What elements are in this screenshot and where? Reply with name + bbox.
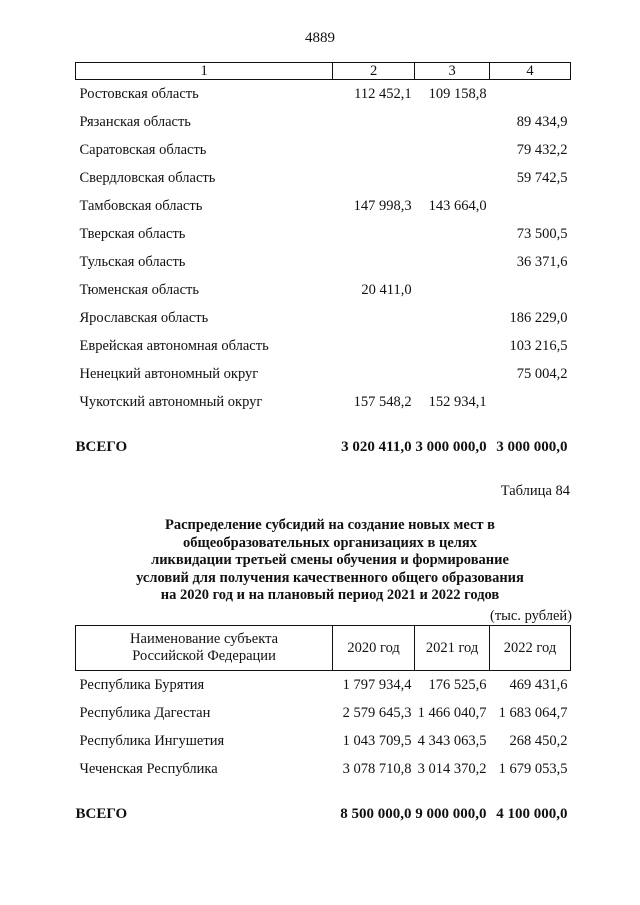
value-cell: 176 525,6 — [428, 676, 487, 693]
table-row — [76, 304, 571, 332]
header-line: Российской Федерации — [132, 648, 276, 664]
value-cell — [490, 80, 571, 109]
value-cell: 89 434,9 — [516, 113, 568, 130]
value-cell: 1 679 053,5 — [498, 760, 568, 777]
value-cell: 103 216,5 — [509, 337, 568, 354]
column-header: 4 — [490, 63, 571, 80]
value-cell — [415, 220, 490, 248]
region-name: Свердловская область — [79, 169, 216, 186]
title-line: общеобразовательных организациях в целях — [182, 534, 478, 551]
region-name: Чеченская Республика — [79, 760, 218, 777]
title-line: Распределение субсидий на создание новых мест в — [165, 517, 495, 533]
value-cell — [415, 136, 490, 164]
value-cell: 3 014 370,2 — [417, 760, 487, 777]
value-cell: 1 683 064,7 — [498, 704, 568, 721]
table-row — [76, 360, 571, 388]
region-name: Республика Бурятия — [79, 676, 205, 693]
table-row — [76, 332, 571, 360]
value-cell: 112 452,1 — [354, 85, 412, 102]
table-row — [76, 220, 571, 248]
region-name: Чукотский автономный округ — [79, 393, 263, 410]
column-header: 1 — [76, 63, 333, 80]
table-header-row — [76, 626, 571, 671]
value-cell — [490, 192, 571, 220]
value-cell: 268 450,2 — [509, 732, 568, 749]
value-cell: 143 664,0 — [428, 197, 487, 214]
table-row — [76, 164, 571, 192]
value-cell — [415, 164, 490, 192]
value-cell — [490, 276, 571, 304]
region-name: Ростовская область — [79, 85, 199, 102]
header-line: Наименование субъекта — [130, 631, 279, 647]
region-name: Республика Дагестан — [79, 704, 211, 721]
region-name: Тверская область — [79, 225, 186, 242]
value-cell: 20 411,0 — [361, 281, 412, 298]
table-title — [100, 517, 560, 605]
total-value-2020: 8 500 000,0 — [340, 806, 412, 822]
column-header: 2 — [333, 63, 415, 80]
value-cell: 186 229,0 — [509, 309, 568, 326]
column-header-subject — [76, 626, 333, 671]
page-number: 4889 — [305, 30, 335, 46]
subsidy-table-continued — [75, 62, 571, 456]
value-cell — [333, 220, 415, 248]
table-row — [76, 248, 571, 276]
total-label: ВСЕГО — [75, 806, 128, 822]
table-row — [76, 136, 571, 164]
value-cell — [333, 304, 415, 332]
column-header-2022: 2022 год — [490, 626, 571, 671]
value-cell — [415, 304, 490, 332]
value-cell: 1 043 709,5 — [342, 732, 412, 749]
value-cell: 4 343 063,5 — [417, 732, 487, 749]
total-row — [76, 416, 571, 456]
region-name: Саратовская область — [79, 141, 207, 158]
total-value-col2: 3 020 411,0 — [341, 439, 412, 455]
title-line: на 2020 год и на плановый период 2021 и 2022 годов — [160, 587, 500, 603]
value-cell: 109 158,8 — [428, 85, 487, 102]
total-value-2021: 9 000 000,0 — [415, 806, 487, 822]
column-header: 3 — [415, 63, 490, 80]
units-label: (тыс. рублей) — [490, 608, 572, 624]
table-label: Таблица 84 — [500, 483, 570, 499]
value-cell: 59 742,5 — [516, 169, 568, 186]
value-cell: 157 548,2 — [353, 393, 412, 410]
value-cell: 79 432,2 — [516, 141, 568, 158]
region-name: Еврейская автономная область — [79, 337, 269, 354]
value-cell — [415, 248, 490, 276]
value-cell — [415, 360, 490, 388]
value-cell: 2 579 645,3 — [342, 704, 412, 721]
table-row — [76, 80, 571, 109]
value-cell: 36 371,6 — [516, 253, 568, 270]
value-cell: 3 078 710,8 — [342, 760, 412, 777]
region-name: Ненецкий автономный округ — [79, 365, 259, 382]
value-cell — [333, 164, 415, 192]
table-row — [76, 276, 571, 304]
table-row — [76, 671, 571, 700]
value-cell — [333, 248, 415, 276]
value-cell: 152 934,1 — [428, 393, 487, 410]
subsidy-table-84 — [75, 625, 571, 823]
total-label: ВСЕГО — [75, 439, 128, 455]
title-line: ликвидации третьей смены обучения и формирование — [151, 552, 509, 568]
total-value-col3: 3 000 000,0 — [415, 439, 487, 455]
value-cell — [333, 136, 415, 164]
title-line: условий для получения качественного общего образования — [136, 569, 524, 586]
total-row — [76, 783, 571, 823]
value-cell — [333, 332, 415, 360]
total-value-2022: 4 100 000,0 — [496, 806, 568, 822]
total-value-col4: 3 000 000,0 — [496, 439, 568, 455]
column-header-2021: 2021 год — [415, 626, 490, 671]
value-cell — [415, 332, 490, 360]
value-cell — [333, 360, 415, 388]
value-cell: 1 797 934,4 — [342, 676, 412, 693]
region-name: Тульская область — [79, 253, 186, 270]
region-name: Тамбовская область — [79, 197, 203, 214]
value-cell: 73 500,5 — [516, 225, 568, 242]
table-row — [76, 699, 571, 727]
value-cell — [415, 108, 490, 136]
value-cell — [415, 276, 490, 304]
table-header-row — [76, 63, 571, 80]
column-header-2020: 2020 год — [333, 626, 415, 671]
value-cell: 75 004,2 — [516, 365, 568, 382]
value-cell: 469 431,6 — [509, 676, 568, 693]
region-name: Тюменская область — [79, 281, 199, 298]
table-row — [76, 388, 571, 416]
table-row — [76, 192, 571, 220]
region-name: Республика Ингушетия — [79, 732, 225, 749]
value-cell: 147 998,3 — [353, 197, 412, 214]
region-name: Ярославская область — [79, 309, 209, 326]
value-cell — [333, 108, 415, 136]
table-row — [76, 727, 571, 755]
region-name: Рязанская область — [79, 113, 191, 130]
table-row — [76, 755, 571, 783]
value-cell: 1 466 040,7 — [417, 704, 487, 721]
table-row — [76, 108, 571, 136]
value-cell — [490, 388, 571, 416]
